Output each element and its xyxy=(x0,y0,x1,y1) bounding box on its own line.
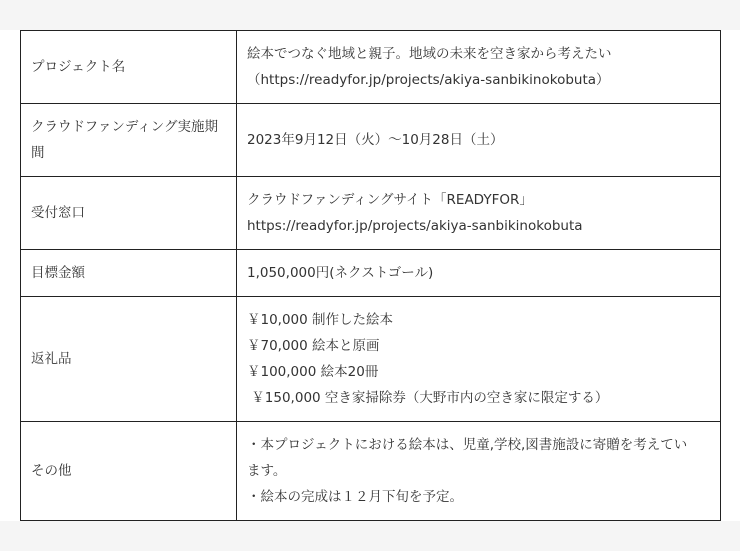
row-value xyxy=(237,31,721,104)
value-line: https://readyfor.jp/projects/akiya-sanbikinokobuta xyxy=(247,218,583,234)
value-line: ￥10,000 制作した絵本 xyxy=(247,312,394,328)
document-page xyxy=(0,30,740,521)
row-label: 受付窓口 xyxy=(21,177,237,250)
row-value xyxy=(237,104,721,177)
value-line: 1,050,000円(ネクストゴール) xyxy=(247,265,434,281)
value-line: （https://readyfor.jp/projects/akiya-sanbikinokobuta） xyxy=(247,72,610,88)
row-value xyxy=(237,422,721,521)
value-line: ￥100,000 絵本20冊 xyxy=(247,364,379,380)
row-value xyxy=(237,177,721,250)
value-line: ・本プロジェクトにおける絵本は、児童,学校,図書施設に寄贈を考えてい xyxy=(247,437,688,453)
row-label: クラウドファンディング実施期間 xyxy=(21,104,237,177)
value-line: ます。 xyxy=(247,463,287,479)
row-label: その他 xyxy=(21,422,237,521)
row-label: プロジェクト名 xyxy=(21,31,237,104)
value-line: 絵本でつなぐ地域と親子。地域の未来を空き家から考えたい xyxy=(247,46,612,62)
project-info-table xyxy=(20,30,721,521)
table-row-period xyxy=(21,104,721,177)
value-line: クラウドファンディングサイト「READYFOR」 xyxy=(247,192,533,208)
row-value xyxy=(237,297,721,422)
row-label: 返礼品 xyxy=(21,297,237,422)
row-value xyxy=(237,250,721,297)
table-row-reception xyxy=(21,177,721,250)
value-line: ・絵本の完成は１２月下旬を予定。 xyxy=(247,489,463,505)
table-row-project-name xyxy=(21,31,721,104)
row-label: 目標金額 xyxy=(21,250,237,297)
value-line: ￥70,000 絵本と原画 xyxy=(247,338,380,354)
value-line: 2023年9月12日（火）〜10月28日（土） xyxy=(247,132,504,148)
table-row-target-amount xyxy=(21,250,721,297)
table-row-other xyxy=(21,422,721,521)
value-line: ￥150,000 空き家掃除券（大野市内の空き家に限定する） xyxy=(247,390,609,406)
table-row-rewards xyxy=(21,297,721,422)
